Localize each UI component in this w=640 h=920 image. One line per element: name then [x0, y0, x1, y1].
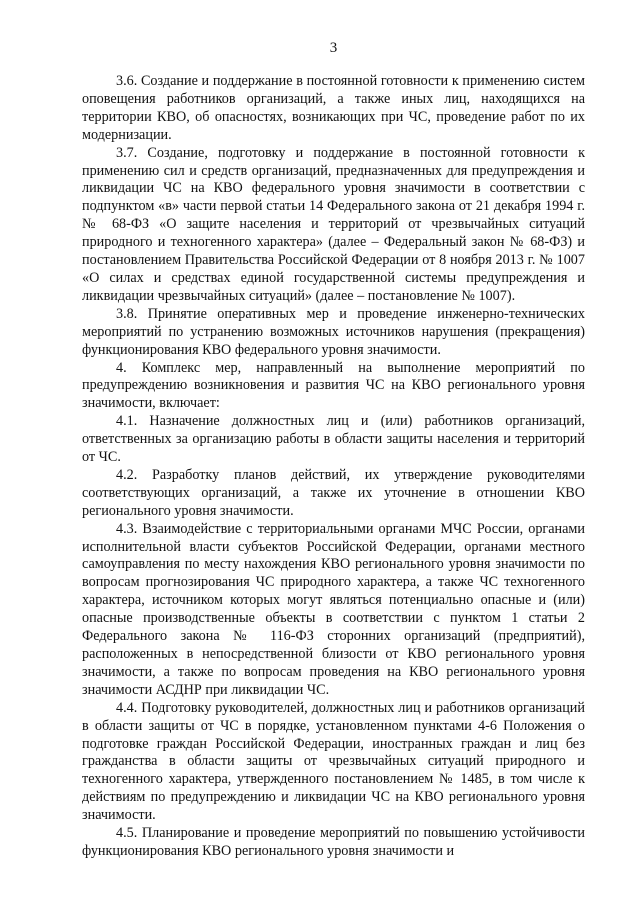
- paragraph-4-3: 4.3. Взаимодействие с территориальными органами МЧС России, органами исполнительной власти субъектов Российской Федерации, органами местного самоуправления по месту нахождения КВО регионального уровня значимости по вопросам прогнозирования ЧС природного характера, а также ЧС техногенного характера, источником которых могут являться потенциально опасные и (или) опасные производственные объекты в соответствии с пунктом 1 статьи 2 Федерального закона № 116-ФЗ сторонних организаций (предприятий), расположенных в непосредственной близости от КВО регионального уровня значимости, а также по вопросам проведения на КВО регионального уровня значимости АСДНР при ликвидации ЧС.: [82, 520, 585, 698]
- paragraph-4-5: 4.5. Планирование и проведение мероприятий по повышению устойчивости функционирования КВО регионального уровня значимости и: [82, 825, 585, 859]
- paragraph-3-6: 3.6. Создание и поддержание в постоянной готовности к применению систем оповещения работников организаций, а также иных лиц, находящихся на территории КВО, об опасностях, возникающих при ЧС, проведение работ по их модернизации.: [82, 73, 585, 143]
- page-number: 3: [329, 40, 338, 56]
- paragraph-3-8: 3.8. Принятие оперативных мер и проведение инженерно-технических мероприятий по устранению возможных источников нарушения (прекращения) функционирования КВО федерального уровня значимости.: [82, 305, 585, 358]
- paragraph-4-1: 4.1. Назначение должностных лиц и (или) работников организаций, ответственных за организацию работы в области защиты населения и территорий от ЧС.: [82, 413, 585, 466]
- paragraph-3-7: 3.7. Создание, подготовку и поддержание в постоянной готовности к применению сил и средств организаций, предназначенных для предупреждения и ликвидации ЧС на КВО федерального уровня значимости в соответствии с подпунктом «в» части первой статьи 14 Федерального закона от 21 декабря 1994 г. № 68-ФЗ «О защите населения и территорий от чрезвычайных ситуаций природного и техногенного характера» (далее – Федеральный закон № 68-ФЗ) и постановлением Правительства Российской Федерации от 8 ноября 2013 г. № 1007 «О силах и средствах единой государственной системы предупреждения и ликвидации чрезвычайных ситуаций» (далее – постановление № 1007).: [82, 144, 585, 304]
- paragraph-4-4: 4.4. Подготовку руководителей, должностных лиц и работников организаций в области защиты от ЧС в порядке, установленном пунктами 4-6 Положения о подготовке граждан Российской Федерации, иностранных граждан и лиц без гражданства в области защиты от чрезвычайных ситуаций природного и техногенного характера, утвержденного постановлением № 1485, в том числе к действиям по предупреждению и ликвидации ЧС на КВО регионального уровня значимости.: [82, 699, 585, 824]
- paragraph-4-2: 4.2. Разработку планов действий, их утверждение руководителями соответствующих организаций, а также их уточнение в отношении КВО регионального уровня значимости.: [82, 466, 585, 519]
- paragraph-4: 4. Комплекс мер, направленный на выполнение мероприятий по предупреждению возникновения и развития ЧС на КВО регионального уровня значимости, включает:: [82, 359, 585, 412]
